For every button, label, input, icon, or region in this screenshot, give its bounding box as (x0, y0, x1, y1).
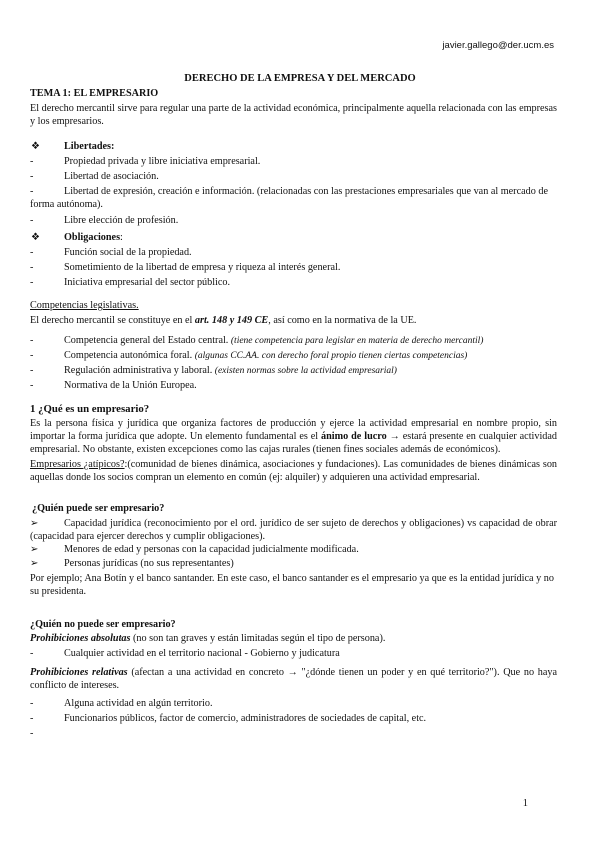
competencias-item-note: (tiene competencia para legislar en materia de derecho mercantil) (230, 336, 484, 346)
competencias-article: art. 148 y 149 CE (194, 315, 269, 326)
list-dash: - (30, 335, 34, 346)
q2-item: Capacidad jurídica (reconocimiento por el ord. jurídico de ser sujeto de derechos y obligaciones) vs capacidad de obrar (capacidad para ejercer derechos y cumplir obligaciones). (30, 518, 557, 542)
q1-atipicos-text: :(comunidad de bienes dinámica, asociaciones y fundaciones). Las comunidades de bienes dinámicas son aquellas donde los socios compran un elemento en común (ej: alquiler) y adquieren una actividad empresarial. (30, 459, 558, 483)
q3-absolutas-text: (no son tan graves y están limitadas según el tipo de persona). (130, 633, 386, 644)
q1-text-a: Es la persona física y jurídica que organiza factores de producción y ejerce la actividad empresarial en nombre propio, sin importar la forma jurídica que adopte. Un elemento fundamental es el (30, 418, 557, 442)
arrow-bullet-icon: ➢ (30, 518, 39, 529)
list-dash: - (30, 350, 34, 361)
q1-heading: 1 ¿Qué es un empresario? (30, 403, 150, 415)
q1-atipicos (30, 458, 557, 484)
q2-heading: ¿Quién puede ser empresario? (32, 503, 165, 514)
obligaciones-heading (64, 231, 123, 244)
competencias-heading: Competencias legislativas. (30, 300, 139, 311)
q3-absolutas (30, 632, 385, 645)
libertades-item: Propiedad privada y libre iniciativa empresarial. (64, 156, 261, 167)
q1-text-c: estará presente en cualquier actividad empresarial. No obstante, existen excepciones como las cajas rurales (tienen fines sociales además de económicos). (30, 431, 557, 455)
q1-animo-lucro: ánimo de lucro → (321, 431, 400, 442)
author-email: javier.gallego@der.ucm.es (442, 40, 554, 51)
competencias-item-text: Regulación administrativa y laboral. (64, 365, 215, 376)
diamond-bullet-icon: ❖ (31, 141, 41, 152)
q3-relativas-label: Prohibiciones relativas (30, 667, 128, 678)
q3-relativas-item: Funcionarios públicos, factor de comercio, administradores de sociedades de capital, etc. (64, 713, 427, 724)
libertades-item: Libertad de asociación. (64, 171, 159, 182)
libertades-item: Libertad de expresión, creación e información. (relacionadas con las prestaciones empresariales que van al mercado de forma autónoma). (30, 186, 548, 210)
competencias-item-note: (existen normas sobre la actividad empresarial) (214, 366, 397, 376)
list-dash: - (30, 215, 34, 226)
q1-atipicos-label: Empresarios ¿atípicos? (30, 459, 125, 470)
list-dash: - (30, 728, 34, 739)
competencias-intro-a: El derecho mercantil se constituye en el (30, 315, 195, 326)
competencias-item-text: Normativa de la Unión Europea. (64, 380, 197, 391)
list-dash: - (30, 186, 34, 197)
competencias-item-text: Competencia general del Estado central. (64, 335, 231, 346)
competencias-item (64, 334, 483, 348)
list-dash: - (30, 247, 34, 258)
competencias-item-text: Competencia autonómica foral. (64, 350, 195, 361)
q3-relativas (30, 666, 557, 692)
competencias-intro-c: , así como en la normativa de la UE. (268, 315, 417, 326)
q3-absolutas-item: Cualquier actividad en el territorio nacional - Gobierno y judicatura (64, 648, 340, 659)
obligaciones-heading-text: Obligaciones (64, 232, 121, 243)
competencias-item (64, 379, 197, 392)
list-dash: - (30, 156, 34, 167)
libertades-heading: Libertades: (64, 141, 115, 152)
libertades-item: Libre elección de profesión. (64, 215, 179, 226)
q2-item: Menores de edad y personas con la capacidad judicialmente modificada. (64, 544, 359, 555)
list-dash: - (30, 277, 34, 288)
q3-absolutas-label: Prohibiciones absolutas (30, 633, 131, 644)
q1-paragraph (30, 417, 557, 456)
list-dash: - (30, 171, 34, 182)
competencias-item-note: (algunas CC.AA. con derecho foral propio tienen ciertas competencias) (194, 351, 468, 361)
list-dash: - (30, 365, 34, 376)
diamond-bullet-icon: ❖ (31, 232, 41, 243)
q2-example: Por ejemplo; Ana Botín y el banco santander. En este caso, el banco santander es el empresario ya que es la entidad jurídica y no su presidenta. (30, 573, 554, 597)
tema-heading: TEMA 1: EL EMPRESARIO (30, 88, 159, 99)
page-number: 1 (522, 798, 528, 809)
q3-relativas-text: (afectan a una actividad en concreto → "¿dónde tienen un poder y en qué territorio?"). Que no haya conflicto de intereses. (30, 667, 557, 691)
competencias-item (64, 349, 467, 363)
list-dash: - (30, 380, 34, 391)
arrow-bullet-icon: ➢ (30, 544, 39, 555)
list-dash: - (30, 713, 34, 724)
competencias-item (64, 364, 397, 378)
q3-relativas-item: Alguna actividad en algún territorio. (64, 698, 213, 709)
list-dash: - (30, 262, 34, 273)
obligaciones-item: Función social de la propiedad. (64, 247, 192, 258)
competencias-intro (30, 314, 416, 327)
obligaciones-item: Sometimiento de la libertad de empresa y riqueza al interés general. (64, 262, 341, 273)
obligaciones-colon: : (120, 232, 123, 243)
document-title: DERECHO DE LA EMPRESA Y DEL MERCADO (184, 73, 416, 84)
q3-heading: ¿Quién no puede ser empresario? (30, 619, 176, 630)
list-dash: - (30, 698, 34, 709)
intro-paragraph: El derecho mercantil sirve para regular una parte de la actividad económica, principalmente aquella relacionada con las empresas y los empresarios. (30, 103, 557, 127)
list-dash: - (30, 648, 34, 659)
arrow-bullet-icon: ➢ (30, 558, 39, 569)
obligaciones-item: Iniciativa empresarial del sector público. (64, 277, 231, 288)
q2-item: Personas jurídicas (no sus representantes) (64, 558, 234, 569)
